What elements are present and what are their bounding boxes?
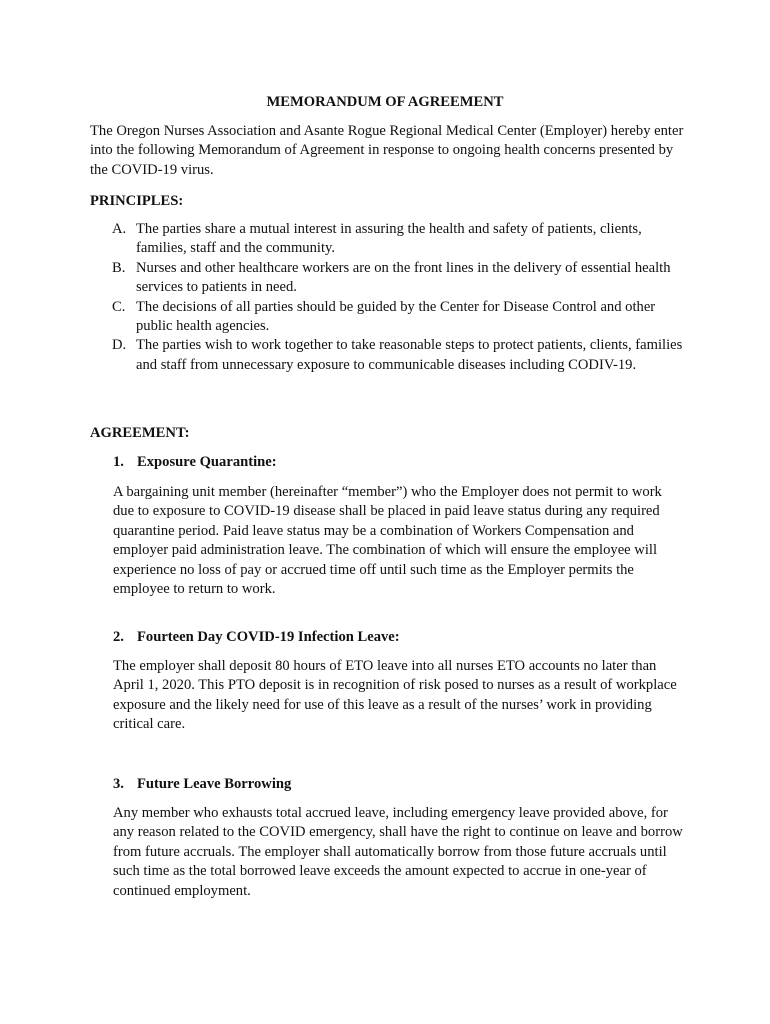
section-number: 2. [113, 629, 124, 645]
principle-item [90, 220, 690, 259]
document-title: MEMORANDUM OF AGREEMENT [266, 94, 504, 110]
principle-text: The parties share a mutual interest in assuring the health and safety of patients, clients, families, staff and the community. [136, 221, 642, 257]
section-body-future-leave-borrowing: Any member who exhausts total accrued leave, including emergency leave provided above, for any reason related to the COVID emergency, shall have the right to continue on leave and borrow from future accruals. The employer shall automatically borrow from those future accruals until such time as the total borrowed leave exceeds the amount expected to accrue in one-year of continued employment. [113, 805, 683, 899]
principle-text: The parties wish to work together to take reasonable steps to protect patients, clients, families and staff from unnecessary exposure to communicable diseases including CODIV-19. [136, 337, 683, 373]
principle-marker: D. [112, 337, 127, 354]
section-heading-future-leave-borrowing [113, 775, 291, 794]
agreement-heading: AGREEMENT: [90, 425, 190, 441]
section-title: Fourteen Day COVID-19 Infection Leave: [137, 629, 400, 645]
section-title: Future Leave Borrowing [137, 776, 292, 792]
principle-item [90, 336, 690, 375]
intro-paragraph: The Oregon Nurses Association and Asante Rogue Regional Medical Center (Employer) hereby enter into the following Memorandum of Agreement in response to ongoing health concerns presented by the COVID-19 virus. [90, 123, 684, 178]
principle-item [90, 259, 690, 298]
principle-marker: B. [112, 259, 126, 276]
principle-marker: C. [112, 298, 126, 315]
principle-item [90, 298, 690, 337]
section-title: Exposure Quarantine: [137, 454, 277, 470]
principles-list [90, 220, 690, 375]
section-body-infection-leave: The employer shall deposit 80 hours of ETO leave into all nurses ETO accounts no later than April 1, 2020. This PTO deposit is in recognition of risk posed to nurses as a result of workplace exposure and the likely need for use of this leave as a result of the nurses’ work in providing critical care. [113, 658, 677, 733]
section-heading-exposure-quarantine [113, 453, 277, 472]
principle-marker: A. [112, 221, 127, 237]
principle-text: Nurses and other healthcare workers are on the front lines in the delivery of essential health services to patients in need. [136, 259, 671, 296]
section-number: 3. [113, 776, 124, 792]
principles-heading: PRINCIPLES: [90, 193, 184, 209]
principle-text: The decisions of all parties should be guided by the Center for Disease Control and other public health agencies. [136, 298, 656, 335]
section-number: 1. [113, 454, 124, 470]
section-body-exposure-quarantine: A bargaining unit member (hereinafter “member”) who the Employer does not permit to work due to exposure to COVID-19 disease shall be placed in paid leave status during any required quarantine period. Paid leave status may be a combination of Workers Compensation and employer paid administration leave. The combination of which will ensure the employee will experience no loss of pay or accrued time off until such time as the Employer permits the employee to return to work. [113, 484, 662, 598]
section-heading-infection-leave [113, 628, 400, 647]
